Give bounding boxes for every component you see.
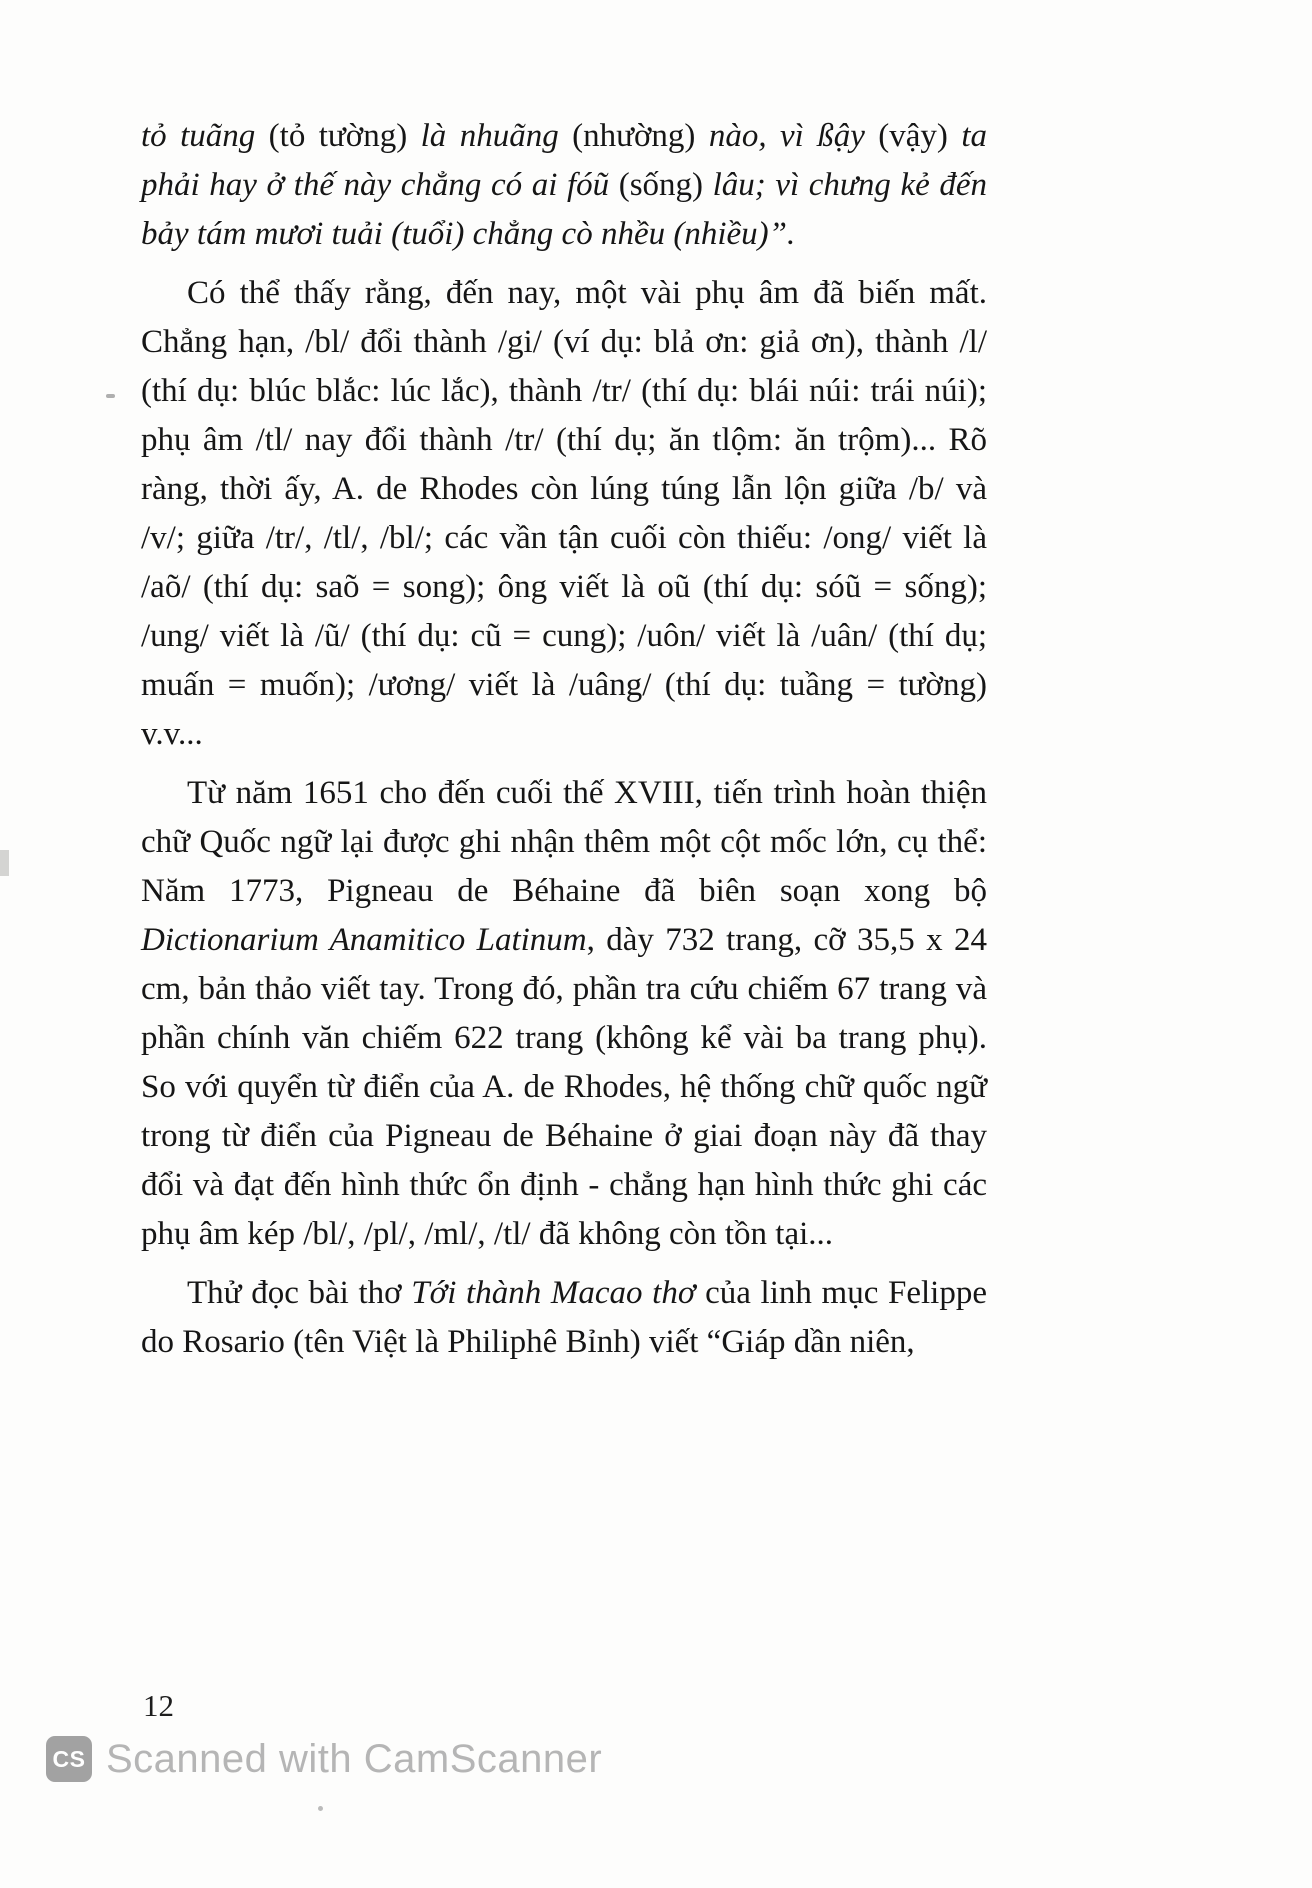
- paragraph: [141, 1269, 987, 1367]
- camscanner-logo-icon: CS: [46, 1736, 92, 1782]
- text-segment: của linh mục Felippe do Rosario (tên Việt là Philiphê Bỉnh) viết “Giáp dần niên,: [141, 1275, 987, 1360]
- scan-artifact-edge: [0, 850, 9, 876]
- paragraph: [141, 769, 987, 1259]
- text-segment: ta phải hay ở thế này chẳng có ai fóũ: [141, 118, 987, 203]
- text-segment: Dictionarium Anamitico Latinum: [141, 922, 587, 958]
- text-segment: (sống): [618, 167, 713, 203]
- text-segment: (nhường): [572, 118, 709, 154]
- text-segment: tỏ tuãng: [141, 118, 269, 154]
- text-segment: Có thể thấy rằng, đến nay, một vài phụ âm đã biến mất. Chẳng hạn, /bl/ đổi thành /gi/ (ví dụ: blả ơn: giả ơn), thành /l/ (thí dụ: blúc blắc: lúc lắc), thành /tr/ (thí dụ: blái núi: trái núi); phụ âm /tl/ nay đổi thành /tr/ (thí dụ; ăn tlộm: ăn trộm)... Rõ ràng, thời ấy, A. de Rhodes còn lúng túng lẫn lộn giữa /b/ và /v/; giữa /tr/, /tl/, /bl/; các vần tận cuối còn thiếu: /ong/ viết là /aõ/ (thí dụ: saõ = song); ông viết là oũ (thí dụ: sóũ = sống); /ung/ viết là /ũ/ (thí dụ: cũ = cung); /uôn/ viết là /uân/ (thí dụ; muấn = muốn); /ương/ viết là /uâng/ (thí dụ: tuầng = tường) v.v...: [141, 275, 987, 752]
- scan-artifact-dot: [318, 1806, 323, 1811]
- paragraph: [141, 112, 987, 259]
- text-segment: , dày 732 trang, cỡ 35,5 x 24 cm, bản thảo viết tay. Trong đó, phần tra cứu chiếm 67 trang và phần chính văn chiếm 622 trang (không kể vài ba trang phụ). So với quyển từ điển của A. de Rhodes, hệ thống chữ quốc ngữ trong từ điển của Pigneau de Béhaine ở giai đoạn này đã thay đổi và đạt đến hình thức ổn định - chẳng hạn hình thức ghi các phụ âm kép /bl/, /pl/, /ml/, /tl/ đã không còn tồn tại...: [141, 922, 987, 1252]
- text-segment: Từ năm 1651 cho đến cuối thế XVIII, tiến trình hoàn thiện chữ Quốc ngữ lại được ghi nhận thêm một cột mốc lớn, cụ thể: Năm 1773, Pigneau de Béhaine đã biên soạn xong bộ: [141, 775, 987, 909]
- text-segment: Tới thành Macao thơ: [411, 1275, 706, 1311]
- text-segment: Thử đọc bài thơ: [187, 1275, 412, 1311]
- paragraph: [141, 269, 987, 759]
- text-segment: lâu; vì chưng kẻ đến bảy tám mươi tuải (tuổi) chẳng cò nhều (nhiều)”.: [141, 167, 987, 252]
- text-segment: (vậy): [878, 118, 962, 154]
- camscanner-watermark: [46, 1736, 602, 1782]
- text-segment: nào, vì ßậy: [708, 118, 879, 154]
- watermark-text: Scanned with CamScanner: [106, 1736, 603, 1781]
- text-block: [141, 112, 987, 1367]
- text-segment: là nhuãng: [420, 118, 573, 154]
- scan-artifact-mark: [106, 394, 115, 398]
- text-segment: (tỏ tường): [268, 118, 421, 154]
- page-number: 12: [143, 1688, 174, 1723]
